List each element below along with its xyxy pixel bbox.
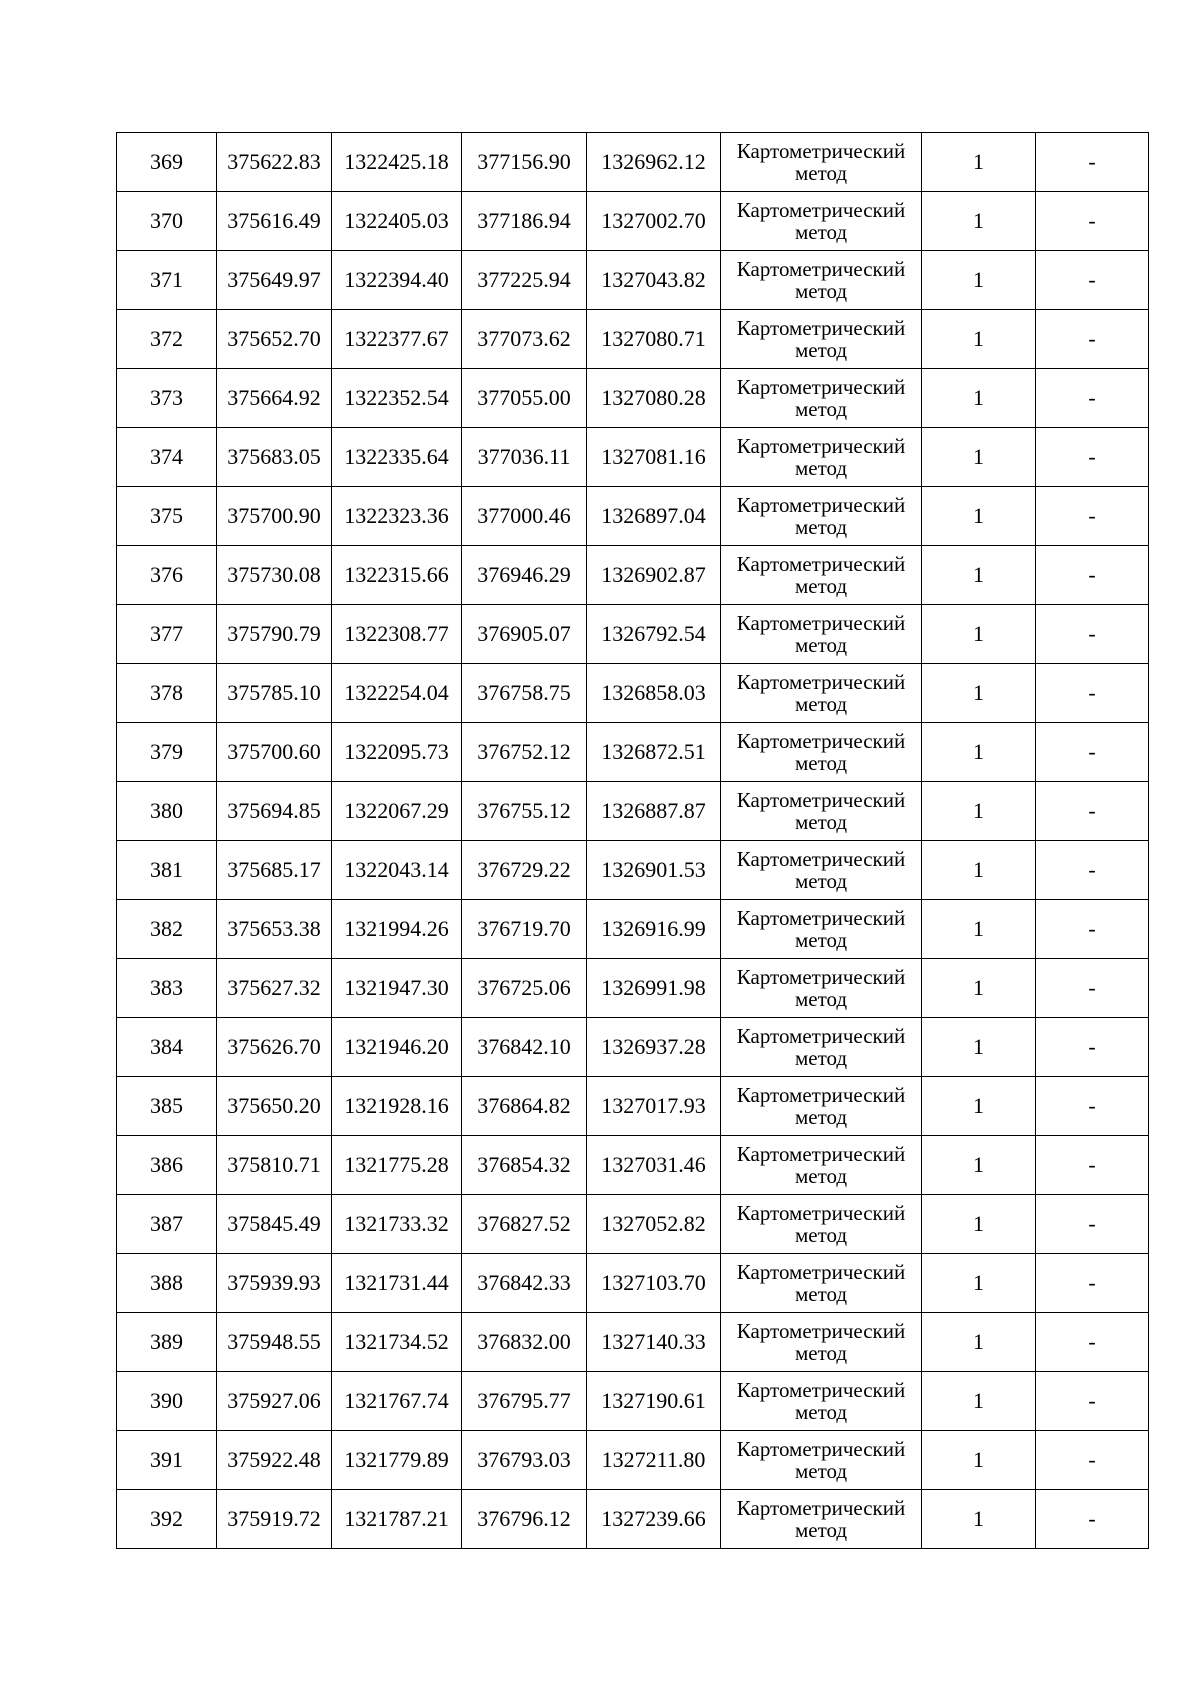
- table-row: [117, 1195, 1149, 1254]
- table-body: [117, 133, 1149, 1549]
- y-new-cell: 1326872.51: [587, 723, 721, 782]
- method-line-2: метод: [794, 338, 848, 362]
- note-cell: -: [1036, 1372, 1149, 1431]
- method-line-1: Картометрический: [736, 551, 906, 576]
- x-new-cell: 376832.00: [462, 1313, 587, 1372]
- point-number-cell: 379: [117, 723, 217, 782]
- point-number-cell: 384: [117, 1018, 217, 1077]
- method-line-1: Картометрический: [736, 433, 906, 458]
- y-old-cell: 1321787.21: [332, 1490, 462, 1549]
- method-line-2: метод: [794, 869, 848, 893]
- method-cell: [721, 664, 922, 723]
- x-new-cell: 377225.94: [462, 251, 587, 310]
- method-line-2: метод: [794, 810, 848, 834]
- y-new-cell: 1326792.54: [587, 605, 721, 664]
- x-new-cell: 376854.32: [462, 1136, 587, 1195]
- note-cell: -: [1036, 251, 1149, 310]
- method-line-2: метод: [794, 1105, 848, 1129]
- method-cell: [721, 133, 922, 192]
- y-new-cell: 1327190.61: [587, 1372, 721, 1431]
- y-new-cell: 1327043.82: [587, 251, 721, 310]
- method-line-1: Картометрический: [736, 1259, 906, 1284]
- y-old-cell: 1321947.30: [332, 959, 462, 1018]
- method-line-1: Картометрический: [736, 315, 906, 340]
- point-number-cell: 392: [117, 1490, 217, 1549]
- y-new-cell: 1327081.16: [587, 428, 721, 487]
- x-new-cell: 376719.70: [462, 900, 587, 959]
- method-line-1: Картометрический: [736, 610, 906, 635]
- note-cell: -: [1036, 310, 1149, 369]
- y-old-cell: 1322352.54: [332, 369, 462, 428]
- y-old-cell: 1321946.20: [332, 1018, 462, 1077]
- method-cell: [721, 723, 922, 782]
- table-row: [117, 487, 1149, 546]
- y-new-cell: 1327031.46: [587, 1136, 721, 1195]
- table-row: [117, 723, 1149, 782]
- x-new-cell: 377036.11: [462, 428, 587, 487]
- method-line-2: метод: [794, 1518, 848, 1542]
- table-row: [117, 1372, 1149, 1431]
- x-new-cell: 376795.77: [462, 1372, 587, 1431]
- accuracy-cell: 1: [922, 1313, 1036, 1372]
- x-old-cell: 375653.38: [217, 900, 332, 959]
- table-row: [117, 546, 1149, 605]
- table-row: [117, 959, 1149, 1018]
- x-old-cell: 375664.92: [217, 369, 332, 428]
- accuracy-cell: 1: [922, 546, 1036, 605]
- table-row: [117, 900, 1149, 959]
- point-number-cell: 369: [117, 133, 217, 192]
- accuracy-cell: 1: [922, 605, 1036, 664]
- accuracy-cell: 1: [922, 1195, 1036, 1254]
- y-new-cell: 1327017.93: [587, 1077, 721, 1136]
- x-old-cell: 375845.49: [217, 1195, 332, 1254]
- accuracy-cell: 1: [922, 1018, 1036, 1077]
- note-cell: -: [1036, 369, 1149, 428]
- y-old-cell: 1322323.36: [332, 487, 462, 546]
- table-row: [117, 310, 1149, 369]
- accuracy-cell: 1: [922, 369, 1036, 428]
- y-old-cell: 1321734.52: [332, 1313, 462, 1372]
- table-row: [117, 1254, 1149, 1313]
- table-row: [117, 369, 1149, 428]
- y-new-cell: 1327080.28: [587, 369, 721, 428]
- note-cell: -: [1036, 900, 1149, 959]
- point-number-cell: 376: [117, 546, 217, 605]
- point-number-cell: 386: [117, 1136, 217, 1195]
- method-line-2: метод: [794, 1223, 848, 1247]
- x-old-cell: 375785.10: [217, 664, 332, 723]
- method-cell: [721, 487, 922, 546]
- method-line-1: Картометрический: [736, 1318, 906, 1343]
- x-old-cell: 375649.97: [217, 251, 332, 310]
- y-old-cell: 1321994.26: [332, 900, 462, 959]
- accuracy-cell: 1: [922, 428, 1036, 487]
- method-cell: [721, 1372, 922, 1431]
- method-line-2: метод: [794, 1046, 848, 1070]
- method-cell: [721, 1018, 922, 1077]
- point-number-cell: 370: [117, 192, 217, 251]
- x-old-cell: 375650.20: [217, 1077, 332, 1136]
- method-line-2: метод: [794, 1164, 848, 1188]
- method-cell: [721, 959, 922, 1018]
- method-line-2: метод: [794, 1282, 848, 1306]
- method-line-2: метод: [794, 161, 848, 185]
- method-line-1: Картометрический: [736, 787, 906, 812]
- x-new-cell: 376827.52: [462, 1195, 587, 1254]
- table-row: [117, 1077, 1149, 1136]
- table-row: [117, 841, 1149, 900]
- x-new-cell: 376793.03: [462, 1431, 587, 1490]
- x-old-cell: 375810.71: [217, 1136, 332, 1195]
- y-new-cell: 1326937.28: [587, 1018, 721, 1077]
- x-new-cell: 376842.10: [462, 1018, 587, 1077]
- y-new-cell: 1326901.53: [587, 841, 721, 900]
- y-old-cell: 1322043.14: [332, 841, 462, 900]
- accuracy-cell: 1: [922, 133, 1036, 192]
- point-number-cell: 382: [117, 900, 217, 959]
- y-old-cell: 1322308.77: [332, 605, 462, 664]
- y-old-cell: 1322335.64: [332, 428, 462, 487]
- method-line-2: метод: [794, 633, 848, 657]
- method-cell: [721, 605, 922, 664]
- point-number-cell: 371: [117, 251, 217, 310]
- x-new-cell: 376758.75: [462, 664, 587, 723]
- method-cell: [721, 1254, 922, 1313]
- method-cell: [721, 310, 922, 369]
- method-line-1: Картометрический: [736, 1141, 906, 1166]
- note-cell: -: [1036, 428, 1149, 487]
- y-new-cell: 1326902.87: [587, 546, 721, 605]
- method-cell: [721, 428, 922, 487]
- y-new-cell: 1327103.70: [587, 1254, 721, 1313]
- x-old-cell: 375790.79: [217, 605, 332, 664]
- accuracy-cell: 1: [922, 1431, 1036, 1490]
- point-number-cell: 374: [117, 428, 217, 487]
- note-cell: -: [1036, 605, 1149, 664]
- table-row: [117, 1313, 1149, 1372]
- note-cell: -: [1036, 1490, 1149, 1549]
- y-old-cell: 1322394.40: [332, 251, 462, 310]
- y-new-cell: 1326897.04: [587, 487, 721, 546]
- method-cell: [721, 546, 922, 605]
- x-old-cell: 375730.08: [217, 546, 332, 605]
- method-line-2: метод: [794, 1341, 848, 1365]
- x-new-cell: 376796.12: [462, 1490, 587, 1549]
- x-new-cell: 376725.06: [462, 959, 587, 1018]
- y-new-cell: 1327239.66: [587, 1490, 721, 1549]
- table-row: [117, 1431, 1149, 1490]
- point-number-cell: 380: [117, 782, 217, 841]
- y-new-cell: 1326962.12: [587, 133, 721, 192]
- table-row: [117, 133, 1149, 192]
- method-line-2: метод: [794, 1459, 848, 1483]
- x-new-cell: 376755.12: [462, 782, 587, 841]
- x-old-cell: 375685.17: [217, 841, 332, 900]
- method-cell: [721, 251, 922, 310]
- method-cell: [721, 192, 922, 251]
- y-old-cell: 1322315.66: [332, 546, 462, 605]
- note-cell: -: [1036, 1077, 1149, 1136]
- note-cell: -: [1036, 664, 1149, 723]
- point-number-cell: 390: [117, 1372, 217, 1431]
- x-new-cell: 376905.07: [462, 605, 587, 664]
- method-line-2: метод: [794, 515, 848, 539]
- method-line-2: метод: [794, 220, 848, 244]
- method-line-2: метод: [794, 1400, 848, 1424]
- x-new-cell: 376752.12: [462, 723, 587, 782]
- point-number-cell: 391: [117, 1431, 217, 1490]
- x-old-cell: 375948.55: [217, 1313, 332, 1372]
- method-cell: [721, 1077, 922, 1136]
- method-line-1: Картометрический: [736, 669, 906, 694]
- y-old-cell: 1321779.89: [332, 1431, 462, 1490]
- x-new-cell: 376864.82: [462, 1077, 587, 1136]
- x-new-cell: 376842.33: [462, 1254, 587, 1313]
- x-old-cell: 375700.90: [217, 487, 332, 546]
- method-cell: [721, 1490, 922, 1549]
- note-cell: -: [1036, 1431, 1149, 1490]
- y-old-cell: 1321928.16: [332, 1077, 462, 1136]
- y-old-cell: 1322425.18: [332, 133, 462, 192]
- point-number-cell: 385: [117, 1077, 217, 1136]
- method-line-1: Картометрический: [736, 138, 906, 163]
- note-cell: -: [1036, 723, 1149, 782]
- method-line-1: Картометрический: [736, 492, 906, 517]
- y-old-cell: 1321731.44: [332, 1254, 462, 1313]
- accuracy-cell: 1: [922, 1490, 1036, 1549]
- x-old-cell: 375919.72: [217, 1490, 332, 1549]
- y-old-cell: 1322377.67: [332, 310, 462, 369]
- note-cell: -: [1036, 841, 1149, 900]
- x-old-cell: 375694.85: [217, 782, 332, 841]
- method-line-2: метод: [794, 574, 848, 598]
- y-old-cell: 1322095.73: [332, 723, 462, 782]
- y-new-cell: 1327140.33: [587, 1313, 721, 1372]
- method-line-2: метод: [794, 987, 848, 1011]
- x-old-cell: 375922.48: [217, 1431, 332, 1490]
- method-cell: [721, 369, 922, 428]
- method-line-1: Картометрический: [736, 1495, 906, 1520]
- note-cell: -: [1036, 487, 1149, 546]
- note-cell: -: [1036, 546, 1149, 605]
- x-old-cell: 375622.83: [217, 133, 332, 192]
- method-line-1: Картометрический: [736, 1082, 906, 1107]
- coordinates-table: [116, 132, 1149, 1549]
- x-new-cell: 377186.94: [462, 192, 587, 251]
- point-number-cell: 389: [117, 1313, 217, 1372]
- y-old-cell: 1321733.32: [332, 1195, 462, 1254]
- note-cell: -: [1036, 192, 1149, 251]
- note-cell: -: [1036, 1136, 1149, 1195]
- method-line-1: Картометрический: [736, 905, 906, 930]
- y-new-cell: 1326991.98: [587, 959, 721, 1018]
- y-old-cell: 1322254.04: [332, 664, 462, 723]
- table-row: [117, 664, 1149, 723]
- x-old-cell: 375616.49: [217, 192, 332, 251]
- accuracy-cell: 1: [922, 664, 1036, 723]
- x-old-cell: 375700.60: [217, 723, 332, 782]
- method-cell: [721, 900, 922, 959]
- note-cell: -: [1036, 1195, 1149, 1254]
- point-number-cell: 377: [117, 605, 217, 664]
- note-cell: -: [1036, 959, 1149, 1018]
- method-line-1: Картометрический: [736, 846, 906, 871]
- x-old-cell: 375652.70: [217, 310, 332, 369]
- table-row: [117, 428, 1149, 487]
- method-line-2: метод: [794, 397, 848, 421]
- y-new-cell: 1326916.99: [587, 900, 721, 959]
- method-line-1: Картометрический: [736, 1377, 906, 1402]
- y-new-cell: 1326887.87: [587, 782, 721, 841]
- method-cell: [721, 1195, 922, 1254]
- table-row: [117, 1490, 1149, 1549]
- x-old-cell: 375939.93: [217, 1254, 332, 1313]
- y-old-cell: 1321767.74: [332, 1372, 462, 1431]
- table-row: [117, 782, 1149, 841]
- method-line-1: Картометрический: [736, 197, 906, 222]
- x-new-cell: 377073.62: [462, 310, 587, 369]
- method-cell: [721, 841, 922, 900]
- note-cell: -: [1036, 1254, 1149, 1313]
- x-old-cell: 375683.05: [217, 428, 332, 487]
- x-new-cell: 377055.00: [462, 369, 587, 428]
- method-cell: [721, 1431, 922, 1490]
- method-cell: [721, 1136, 922, 1195]
- note-cell: -: [1036, 1313, 1149, 1372]
- method-line-2: метод: [794, 928, 848, 952]
- method-line-1: Картометрический: [736, 728, 906, 753]
- accuracy-cell: 1: [922, 1077, 1036, 1136]
- point-number-cell: 378: [117, 664, 217, 723]
- method-line-2: метод: [794, 751, 848, 775]
- y-new-cell: 1327211.80: [587, 1431, 721, 1490]
- table-row: [117, 192, 1149, 251]
- point-number-cell: 375: [117, 487, 217, 546]
- table-row: [117, 1018, 1149, 1077]
- y-old-cell: 1322067.29: [332, 782, 462, 841]
- method-cell: [721, 782, 922, 841]
- table-row: [117, 605, 1149, 664]
- x-new-cell: 377156.90: [462, 133, 587, 192]
- note-cell: -: [1036, 1018, 1149, 1077]
- note-cell: -: [1036, 782, 1149, 841]
- point-number-cell: 381: [117, 841, 217, 900]
- y-old-cell: 1322405.03: [332, 192, 462, 251]
- accuracy-cell: 1: [922, 782, 1036, 841]
- accuracy-cell: 1: [922, 1372, 1036, 1431]
- method-line-1: Картометрический: [736, 1023, 906, 1048]
- method-line-2: метод: [794, 279, 848, 303]
- point-number-cell: 373: [117, 369, 217, 428]
- y-new-cell: 1327002.70: [587, 192, 721, 251]
- x-old-cell: 375627.32: [217, 959, 332, 1018]
- accuracy-cell: 1: [922, 487, 1036, 546]
- table-row: [117, 1136, 1149, 1195]
- accuracy-cell: 1: [922, 959, 1036, 1018]
- y-new-cell: 1327080.71: [587, 310, 721, 369]
- method-line-2: метод: [794, 692, 848, 716]
- point-number-cell: 387: [117, 1195, 217, 1254]
- x-old-cell: 375927.06: [217, 1372, 332, 1431]
- point-number-cell: 388: [117, 1254, 217, 1313]
- accuracy-cell: 1: [922, 841, 1036, 900]
- accuracy-cell: 1: [922, 1136, 1036, 1195]
- method-line-1: Картометрический: [736, 1436, 906, 1461]
- accuracy-cell: 1: [922, 310, 1036, 369]
- method-cell: [721, 1313, 922, 1372]
- x-new-cell: 376729.22: [462, 841, 587, 900]
- y-old-cell: 1321775.28: [332, 1136, 462, 1195]
- y-new-cell: 1327052.82: [587, 1195, 721, 1254]
- method-line-1: Картометрический: [736, 374, 906, 399]
- point-number-cell: 383: [117, 959, 217, 1018]
- x-new-cell: 377000.46: [462, 487, 587, 546]
- method-line-1: Картометрический: [736, 1200, 906, 1225]
- x-old-cell: 375626.70: [217, 1018, 332, 1077]
- point-number-cell: 372: [117, 310, 217, 369]
- accuracy-cell: 1: [922, 900, 1036, 959]
- note-cell: -: [1036, 133, 1149, 192]
- accuracy-cell: 1: [922, 192, 1036, 251]
- method-line-2: метод: [794, 456, 848, 480]
- accuracy-cell: 1: [922, 251, 1036, 310]
- method-line-1: Картометрический: [736, 256, 906, 281]
- accuracy-cell: 1: [922, 723, 1036, 782]
- y-new-cell: 1326858.03: [587, 664, 721, 723]
- method-line-1: Картометрический: [736, 964, 906, 989]
- x-new-cell: 376946.29: [462, 546, 587, 605]
- accuracy-cell: 1: [922, 1254, 1036, 1313]
- table-row: [117, 251, 1149, 310]
